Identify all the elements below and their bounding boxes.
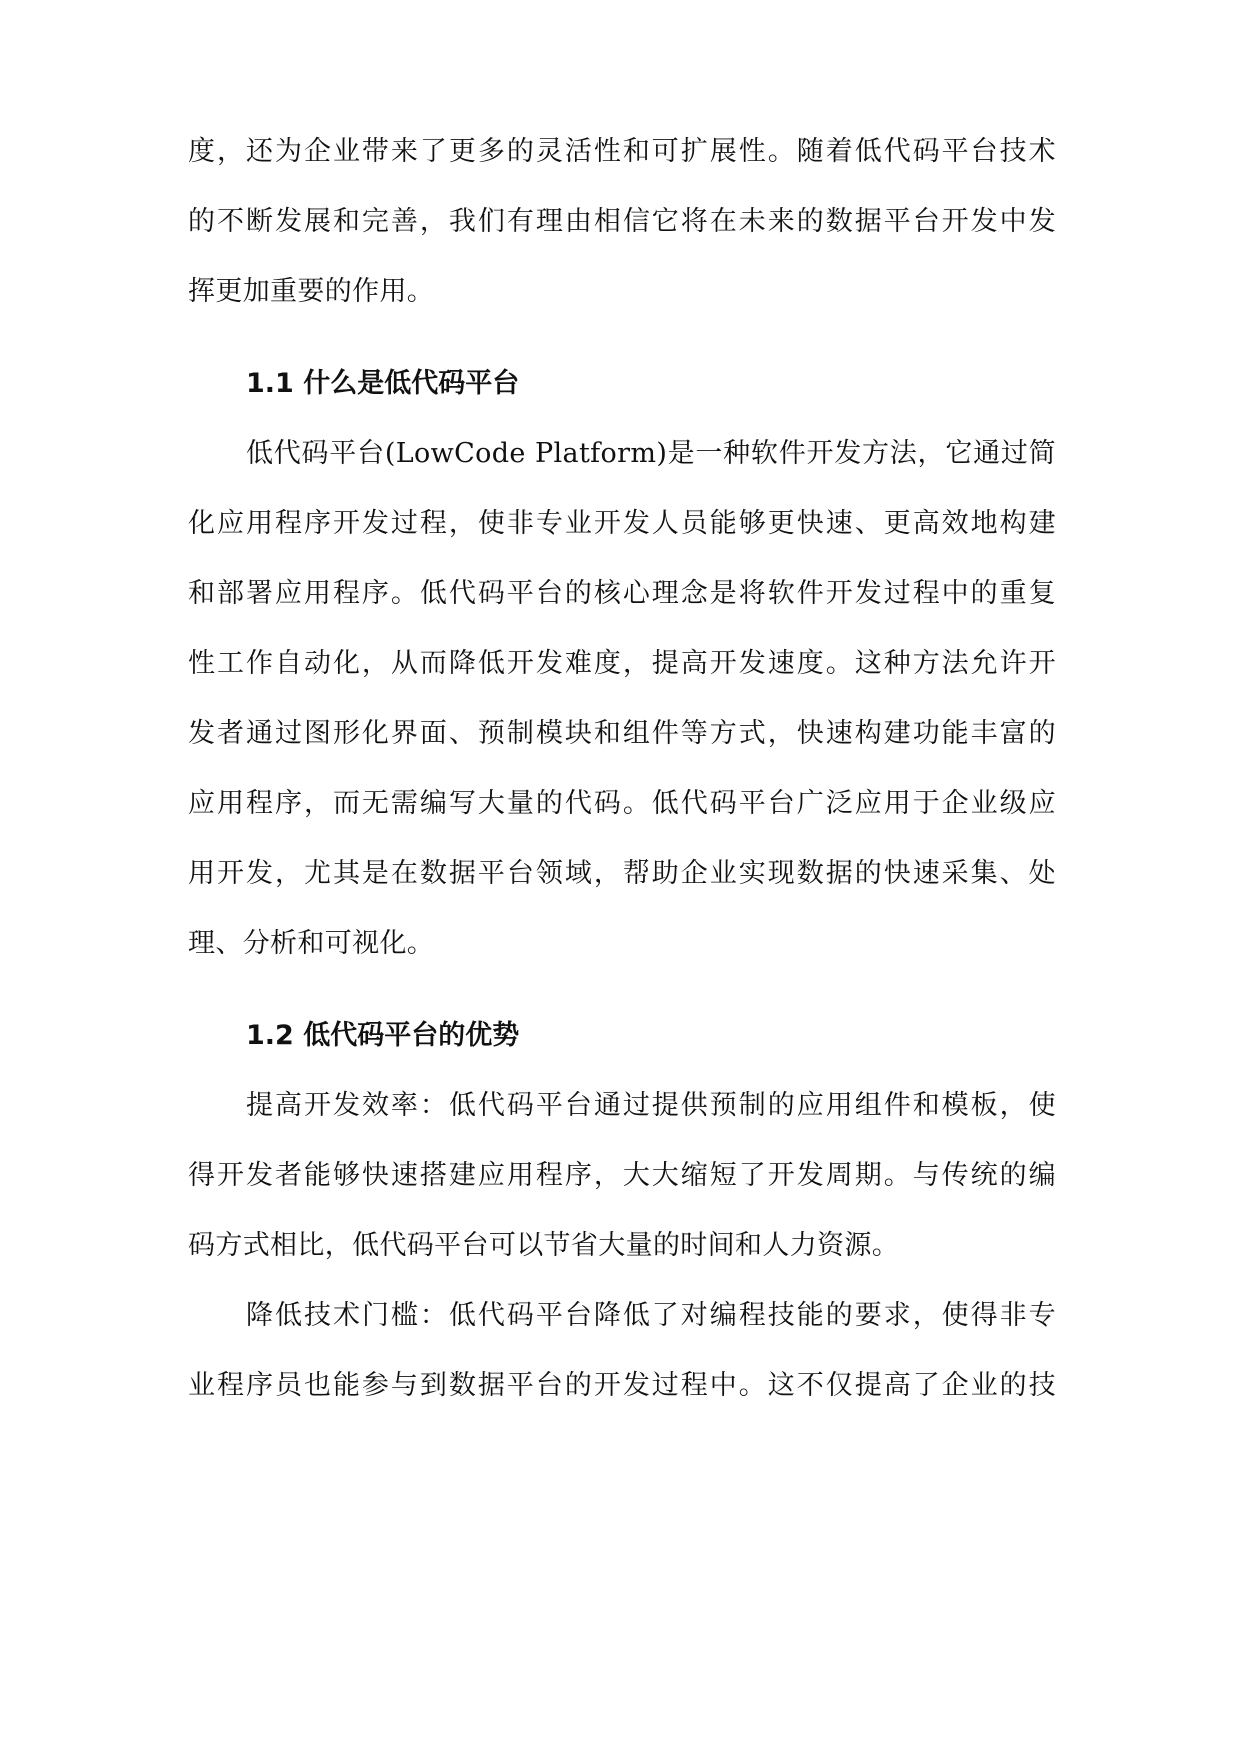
paragraph-line: 性工作自动化，从而降低开发难度，提高开发速度。这种方法允许开 bbox=[188, 648, 1056, 679]
paragraph-line: 降低技术门槛：低代码平台降低了对编程技能的要求，使得非专 bbox=[246, 1300, 1056, 1331]
paragraph-line: 度，还为企业带来了更多的灵活性和可扩展性。随着低代码平台技术 bbox=[188, 136, 1056, 167]
paragraph-line: 的不断发展和完善，我们有理由相信它将在未来的数据平台开发中发 bbox=[188, 206, 1056, 237]
paragraph-line: 和部署应用程序。低代码平台的核心理念是将软件开发过程中的重复 bbox=[188, 578, 1056, 609]
document-page bbox=[188, 0, 1056, 1754]
section-heading-1-2: 1.2 低代码平台的优势 bbox=[246, 1020, 520, 1051]
paragraph-line: 挥更加重要的作用。 bbox=[188, 276, 435, 307]
paragraph-line: 发者通过图形化界面、预制模块和组件等方式，快速构建功能丰富的 bbox=[188, 718, 1056, 749]
paragraph-line: 用开发，尤其是在数据平台领域，帮助企业实现数据的快速采集、处 bbox=[188, 858, 1056, 889]
paragraph-line: 化应用程序开发过程，使非专业开发人员能够更快速、更高效地构建 bbox=[188, 508, 1056, 539]
paragraph-line: 得开发者能够快速搭建应用程序，大大缩短了开发周期。与传统的编 bbox=[188, 1160, 1056, 1191]
paragraph-line: 理、分析和可视化。 bbox=[188, 928, 435, 959]
paragraph-line: 提高开发效率：低代码平台通过提供预制的应用组件和模板，使 bbox=[246, 1090, 1056, 1121]
paragraph-line: 业程序员也能参与到数据平台的开发过程中。这不仅提高了企业的技 bbox=[188, 1370, 1056, 1401]
paragraph-line: 应用程序，而无需编写大量的代码。低代码平台广泛应用于企业级应 bbox=[188, 788, 1056, 819]
section-heading-1-1: 1.1 什么是低代码平台 bbox=[246, 368, 520, 399]
paragraph-line: 码方式相比，低代码平台可以节省大量的时间和人力资源。 bbox=[188, 1230, 900, 1261]
paragraph-line: 低代码平台(LowCode Platform)是一种软件开发方法，它通过简 bbox=[246, 438, 1056, 469]
